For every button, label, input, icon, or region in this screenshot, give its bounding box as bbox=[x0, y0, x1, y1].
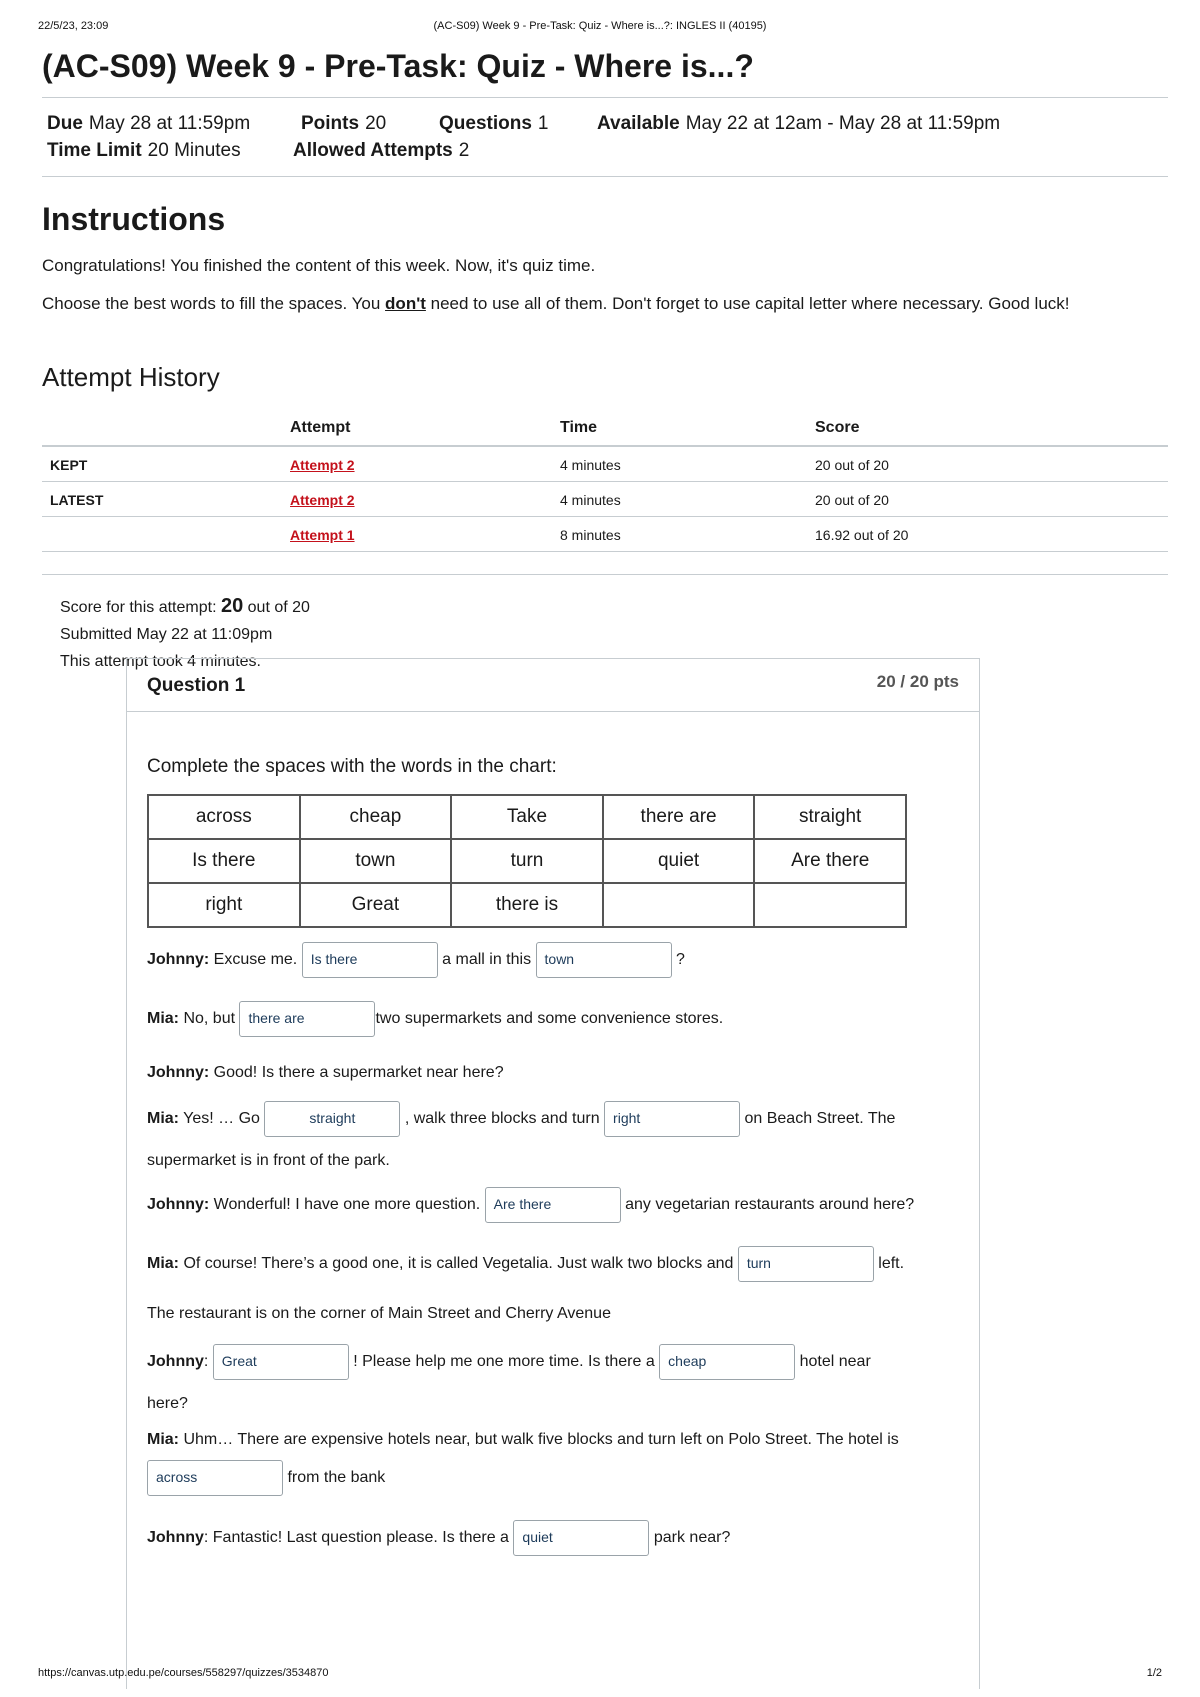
row-tag bbox=[42, 517, 290, 552]
answer-field[interactable]: Is there bbox=[302, 942, 438, 978]
speaker-johnny: Johnny bbox=[147, 1529, 204, 1547]
dialogue-line: Mia: Uhm… There are expensive hotels near, but walk five blocks and turn left on Polo Street. The hotel is bbox=[147, 1431, 899, 1448]
dialogue-line: Mia: Of course! There’s a good one, it is called Vegetalia. Just walk two blocks and turn left. bbox=[147, 1246, 959, 1282]
attempt-time: 8 minutes bbox=[560, 517, 815, 552]
print-page-number: 1/2 bbox=[1146, 1667, 1162, 1679]
answer-field[interactable]: town bbox=[536, 942, 672, 978]
word-cell: turn bbox=[451, 839, 603, 883]
word-cell: Great bbox=[300, 883, 452, 927]
word-cell: straight bbox=[754, 795, 906, 839]
dialogue-line: here? bbox=[147, 1395, 188, 1412]
speaker-johnny: Johnny: bbox=[147, 1064, 210, 1081]
attempt-score: 20 out of 20 bbox=[815, 482, 1168, 517]
table-row bbox=[42, 517, 1168, 552]
dialogue-line: Mia: No, but there are two supermarkets and some convenience stores. bbox=[147, 1001, 959, 1037]
attempt-score: 16.92 out of 20 bbox=[815, 517, 1168, 552]
available-detail: Available May 22 at 12am - May 28 at 11:59pm bbox=[597, 113, 1001, 134]
answer-field[interactable]: across bbox=[147, 1460, 283, 1496]
dialogue-line: The restaurant is on the corner of Main Street and Cherry Avenue bbox=[147, 1305, 611, 1322]
dialogue-line: Johnny: Great ! Please help me one more time. Is there a cheap hotel near bbox=[147, 1344, 959, 1380]
speaker-johnny: Johnny: bbox=[147, 1196, 210, 1214]
submitted-line: Submitted May 22 at 11:09pm bbox=[60, 626, 273, 643]
speaker-mia: Mia: bbox=[147, 1431, 179, 1448]
question-header bbox=[127, 659, 979, 712]
print-datetime: 22/5/23, 23:09 bbox=[38, 20, 109, 32]
attempt-score-value: 20 bbox=[220, 595, 244, 617]
answer-field[interactable]: cheap bbox=[659, 1344, 795, 1380]
dialogue-line: Johnny: Wonderful! I have one more question. Are there any vegetarian restaurants around here? bbox=[147, 1187, 959, 1223]
speaker-johnny: Johnny: bbox=[147, 951, 210, 969]
quiz-title: (AC-S09) Week 9 - Pre-Task: Quiz - Where is...? bbox=[42, 44, 1168, 98]
column-time: Time bbox=[560, 411, 815, 446]
word-row bbox=[148, 883, 906, 927]
instructions-text-1: Congratulations! You finished the content of this week. Now, it's quiz time. bbox=[42, 256, 596, 275]
word-row bbox=[148, 839, 906, 883]
dialogue-line: Johnny: Fantastic! Last question please. Is there a quiet park near? bbox=[147, 1520, 959, 1556]
word-cell bbox=[754, 883, 906, 927]
dialogue-line: Johnny: Good! Is there a supermarket near here? bbox=[147, 1064, 504, 1081]
print-header bbox=[38, 20, 1162, 34]
dialogue-line: Mia: Yes! … Go straight , walk three blocks and turn right on Beach Street. The bbox=[147, 1101, 959, 1137]
questions-detail: Questions 1 bbox=[439, 113, 549, 134]
word-chart bbox=[147, 794, 907, 928]
speaker-mia: Mia: bbox=[147, 1110, 179, 1128]
dialogue-line: across from the bank bbox=[147, 1460, 959, 1496]
attempt-link[interactable]: Attempt 1 bbox=[290, 526, 355, 543]
quiz-page bbox=[42, 44, 1168, 675]
table-row bbox=[42, 482, 1168, 517]
due-detail: Due May 28 at 11:59pm bbox=[47, 113, 251, 134]
attempt-time: 4 minutes bbox=[560, 446, 815, 482]
word-cell: Take bbox=[451, 795, 603, 839]
dialogue-line: Johnny: Excuse me. Is there a mall in this town ? bbox=[147, 942, 959, 978]
word-cell: across bbox=[148, 795, 300, 839]
question-name: Question 1 bbox=[147, 675, 246, 696]
answer-field[interactable]: right bbox=[604, 1101, 740, 1137]
attempt-score-line: Score for this attempt: 20 out of 20 bbox=[60, 595, 310, 617]
question-card bbox=[126, 658, 980, 1689]
print-url: https://canvas.utp.edu.pe/courses/558297/quizzes/3534870 bbox=[38, 1667, 329, 1679]
word-cell: quiet bbox=[603, 839, 755, 883]
row-tag: LATEST bbox=[42, 482, 290, 517]
attempt-history-table bbox=[42, 411, 1168, 552]
attempt-link[interactable]: Attempt 2 bbox=[290, 491, 355, 508]
attempt-time: 4 minutes bbox=[560, 482, 815, 517]
answer-field[interactable]: turn bbox=[738, 1246, 874, 1282]
answer-field[interactable]: Great bbox=[213, 1344, 349, 1380]
question-points: 20 / 20 pts bbox=[876, 672, 959, 691]
attempt-link[interactable]: Attempt 2 bbox=[290, 456, 355, 473]
word-cell: there are bbox=[603, 795, 755, 839]
attempt-history-heading: Attempt History bbox=[42, 362, 220, 392]
dialogue-line: supermarket is in front of the park. bbox=[147, 1152, 390, 1169]
column-attempt: Attempt bbox=[290, 411, 560, 446]
answer-field[interactable]: quiet bbox=[513, 1520, 649, 1556]
answer-field[interactable]: Are there bbox=[485, 1187, 621, 1223]
answer-field[interactable]: straight bbox=[264, 1101, 400, 1137]
speaker-mia: Mia: bbox=[147, 1010, 179, 1028]
table-row bbox=[42, 446, 1168, 482]
word-cell: town bbox=[300, 839, 452, 883]
row-tag: KEPT bbox=[42, 446, 290, 482]
question-prompt: Complete the spaces with the words in the chart: bbox=[147, 756, 557, 777]
word-cell: right bbox=[148, 883, 300, 927]
quiz-details bbox=[42, 98, 1168, 177]
instructions-text-2: Choose the best words to fill the spaces. You don't need to use all of them. Don't forget to use capital letter where necessary. Good luck! bbox=[42, 294, 1070, 313]
word-row bbox=[148, 795, 906, 839]
column-score: Score bbox=[815, 411, 1168, 446]
speaker-mia: Mia: bbox=[147, 1255, 179, 1273]
question-body bbox=[127, 756, 979, 1556]
print-footer bbox=[38, 1667, 1162, 1681]
word-cell: Are there bbox=[754, 839, 906, 883]
duration-line: This attempt took 4 minutes. bbox=[60, 653, 261, 670]
instructions-heading: Instructions bbox=[42, 201, 226, 237]
print-doc-title: (AC-S09) Week 9 - Pre-Task: Quiz - Where is...?: INGLES II (40195) bbox=[433, 20, 767, 32]
word-cell: there is bbox=[451, 883, 603, 927]
attempt-score: 20 out of 20 bbox=[815, 446, 1168, 482]
word-cell: Is there bbox=[148, 839, 300, 883]
word-cell: cheap bbox=[300, 795, 452, 839]
time-limit-detail: Time Limit 20 Minutes bbox=[47, 140, 241, 161]
emphasis-dont: don't bbox=[385, 294, 426, 313]
word-cell bbox=[603, 883, 755, 927]
speaker-johnny: Johnny bbox=[147, 1353, 204, 1371]
points-detail: Points 20 bbox=[301, 113, 387, 134]
allowed-attempts-detail: Allowed Attempts 2 bbox=[293, 140, 470, 161]
answer-field[interactable]: there are bbox=[239, 1001, 375, 1037]
